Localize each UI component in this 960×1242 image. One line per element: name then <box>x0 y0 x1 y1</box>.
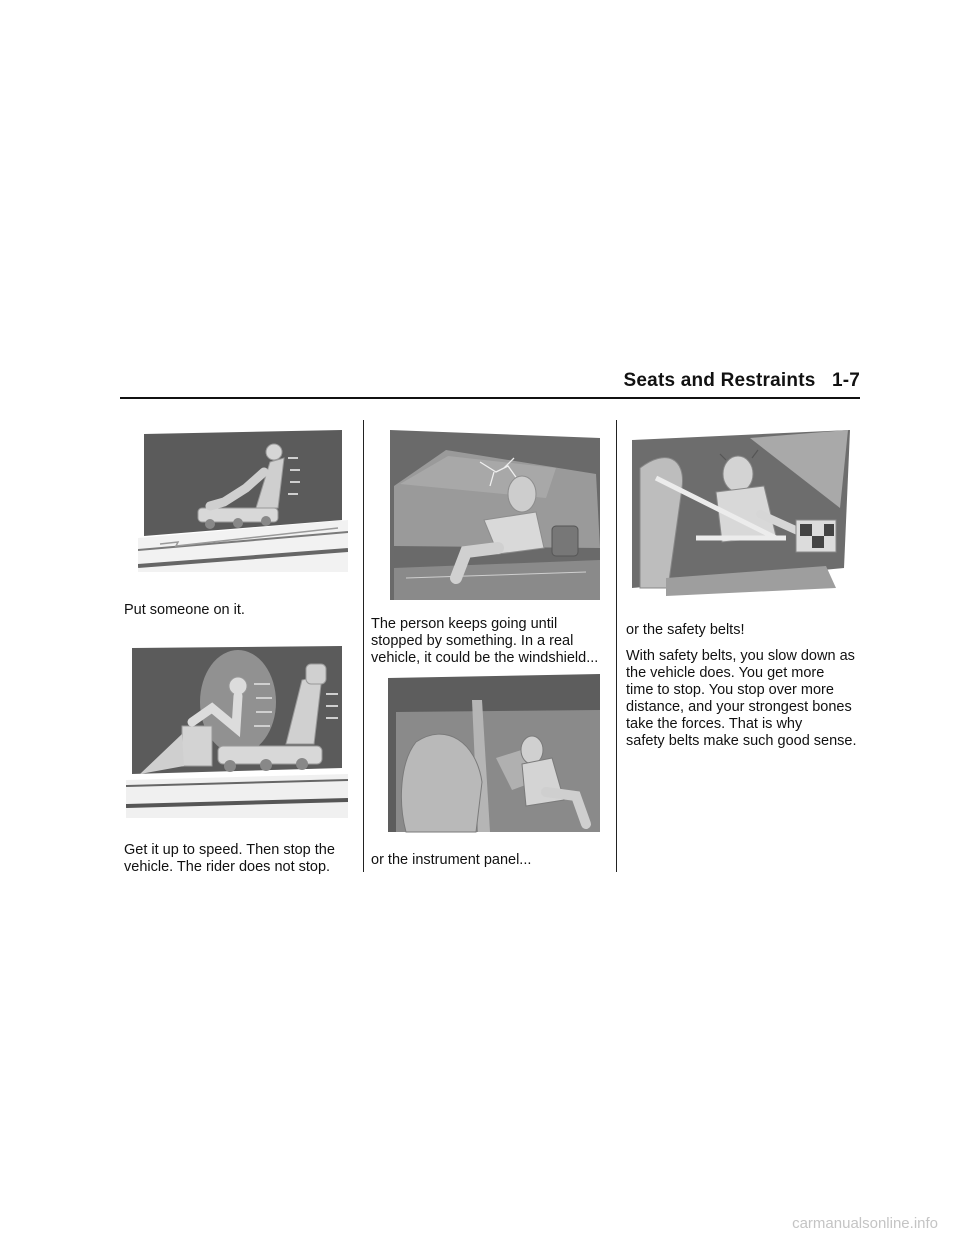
caption-line: The person keeps going until <box>371 616 558 632</box>
paragraph-line: the vehicle does. You get more <box>626 665 825 681</box>
paragraph-line: time to stop. You stop over more <box>626 682 834 698</box>
caption-text: or the instrument panel... <box>371 852 532 868</box>
caption-safety-belts <box>626 622 866 750</box>
caption-line: Get it up to speed. Then stop the <box>124 842 335 858</box>
header-title <box>624 370 860 392</box>
caption-person-keeps-going <box>371 616 616 667</box>
paragraph-line: take the forces. That is why <box>626 716 803 732</box>
paragraph-line: With safety belts, you slow down as <box>626 648 855 664</box>
illustration-safety-belts <box>626 428 858 598</box>
caption-line: vehicle. The rider does not stop. <box>124 859 331 875</box>
caption-put-someone <box>124 602 354 619</box>
caption-line: vehicle, it could be the windshield... <box>371 650 599 666</box>
header-rule <box>120 397 860 399</box>
column-divider-2 <box>616 420 617 872</box>
safety-belt-paragraph <box>626 648 866 750</box>
illustration-rider-on-cart <box>138 428 348 572</box>
caption-line: stopped by something. In a real <box>371 633 574 649</box>
paragraph-line: distance, and your strongest bones <box>626 699 852 715</box>
caption-instrument-panel <box>371 852 616 869</box>
page-header <box>120 370 860 398</box>
caption-stop-vehicle <box>124 842 354 876</box>
caption-text: Put someone on it. <box>124 602 245 618</box>
illustration-cart-stops <box>126 644 348 818</box>
section-title: Seats and Restraints <box>623 370 816 391</box>
paragraph-line: safety belts make such good sense. <box>626 733 857 749</box>
column-divider-1 <box>363 420 364 872</box>
caption-text: or the safety belts! <box>626 622 745 638</box>
illustration-windshield <box>386 428 608 600</box>
illustration-instrument-panel <box>386 672 608 838</box>
watermark: carmanualsonline.info <box>792 1215 938 1232</box>
page-number: 1-7 <box>831 370 860 391</box>
